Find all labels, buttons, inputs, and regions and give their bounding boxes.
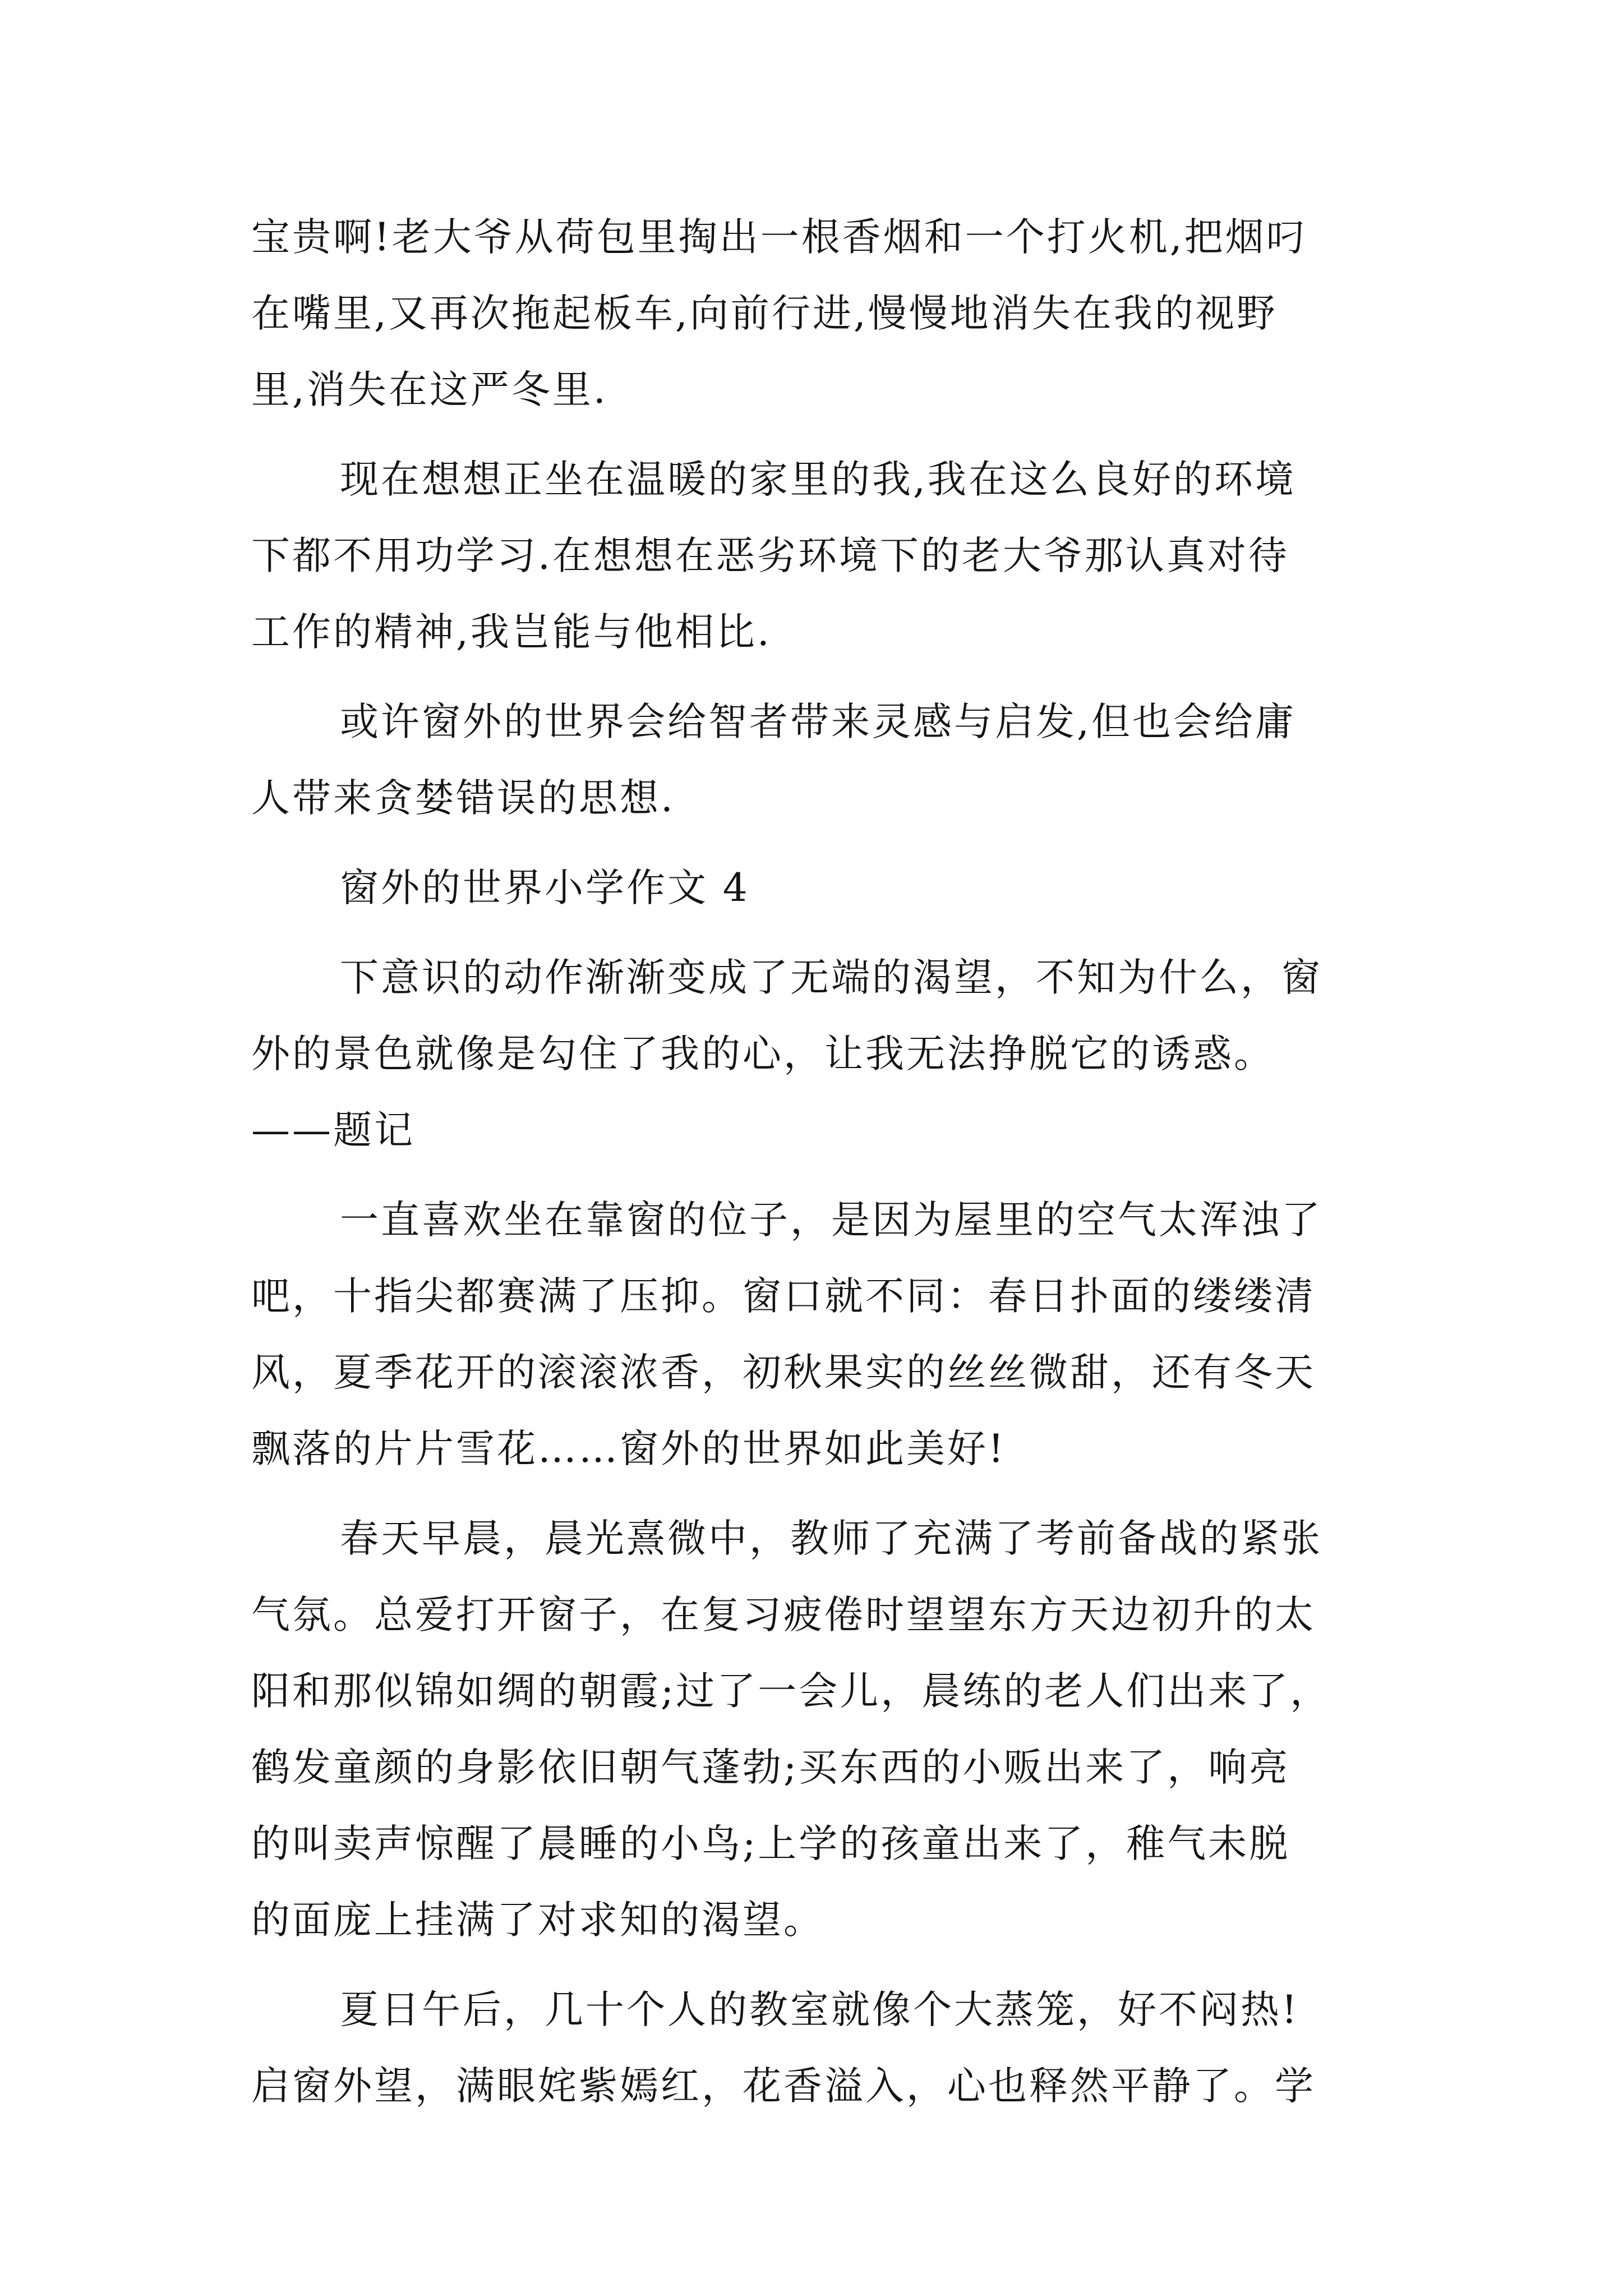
document-body — [251, 199, 1390, 2124]
text-line: 外的景色就像是勾住了我的心，让我无法挣脱它的诱惑。 — [251, 1032, 1275, 1076]
text-line: 阳和那似锦如绸的朝霞;过了一会儿，晨练的老人们出来了， — [251, 1669, 1331, 1714]
paragraph-spacer — [251, 1487, 1390, 1501]
text-line: 一直喜欢坐在靠窗的位子，是因为屋里的空气太浑浊了 — [340, 1198, 1322, 1243]
paragraph — [251, 850, 1390, 926]
text-line: 夏日午后，几十个人的教室就像个大蒸笼，好不闷热! — [340, 1987, 1299, 2032]
text-line: 启窗外望，满眼姹紫嫣红，花香溢入，心也释然平静了。学 — [251, 2064, 1316, 2109]
paragraph-spacer — [251, 1168, 1390, 1182]
paragraph-spacer — [251, 836, 1390, 850]
paragraph-spacer — [251, 670, 1390, 684]
text-line: 下都不用功学习.在想想在恶劣环境下的老大爷那认真对待 — [251, 533, 1289, 578]
text-line: 鹤发童颜的身影依旧朝气蓬勃;买东西的小贩出来了，响亮 — [251, 1745, 1290, 1790]
paragraph — [251, 1972, 1390, 2124]
text-line: 的叫卖声惊醒了晨睡的小鸟;上学的孩童出来了，稚气未脱 — [251, 1821, 1290, 1866]
text-line: ——题记 — [251, 1108, 415, 1153]
paragraph — [251, 441, 1390, 670]
paragraph — [251, 940, 1390, 1168]
paragraph-spacer — [251, 428, 1390, 441]
text-line: 窗外的世界小学作文 4 — [340, 866, 750, 910]
text-line: 或许窗外的世界会给智者带来灵感与启发,但也会给庸 — [340, 700, 1296, 744]
text-line: 下意识的动作渐渐变成了无端的渴望，不知为什么，窗 — [340, 955, 1322, 1000]
text-line: 宝贵啊!老大爷从荷包里掏出一根香烟和一个打火机,把烟叼 — [251, 215, 1307, 260]
text-line: 气氛。总爱打开窗子，在复习疲倦时望望东方天边初升的太 — [251, 1593, 1316, 1637]
text-line: 现在想想正坐在温暖的家里的我,我在这么良好的环境 — [340, 457, 1296, 502]
text-line: 工作的精神,我岂能与他相比. — [251, 610, 772, 655]
paragraph — [251, 199, 1390, 428]
paragraph — [251, 684, 1390, 836]
paragraph — [251, 1182, 1390, 1487]
text-line: 风，夏季花开的滚滚浓香，初秋果实的丝丝微甜，还有冬天 — [251, 1350, 1316, 1395]
paragraph — [251, 1501, 1390, 1958]
paragraph-spacer — [251, 1958, 1390, 1972]
text-line: 春天早晨，晨光熹微中，教师了充满了考前备战的紧张 — [340, 1516, 1322, 1561]
text-line: 飘落的片片雪花……窗外的世界如此美好! — [251, 1427, 1006, 1471]
text-line: 吧，十指尖都赛满了压抑。窗口就不同：春日扑面的缕缕清 — [251, 1274, 1316, 1319]
text-line: 人带来贪婪错误的思想. — [251, 776, 675, 821]
text-line: 的面庞上挂满了对求知的渴望。 — [251, 1898, 824, 1943]
paragraph-spacer — [251, 926, 1390, 940]
text-line: 在嘴里,又再次拖起板车,向前行进,慢慢地消失在我的视野 — [251, 291, 1278, 336]
text-line: 里,消失在这严冬里. — [251, 367, 608, 412]
